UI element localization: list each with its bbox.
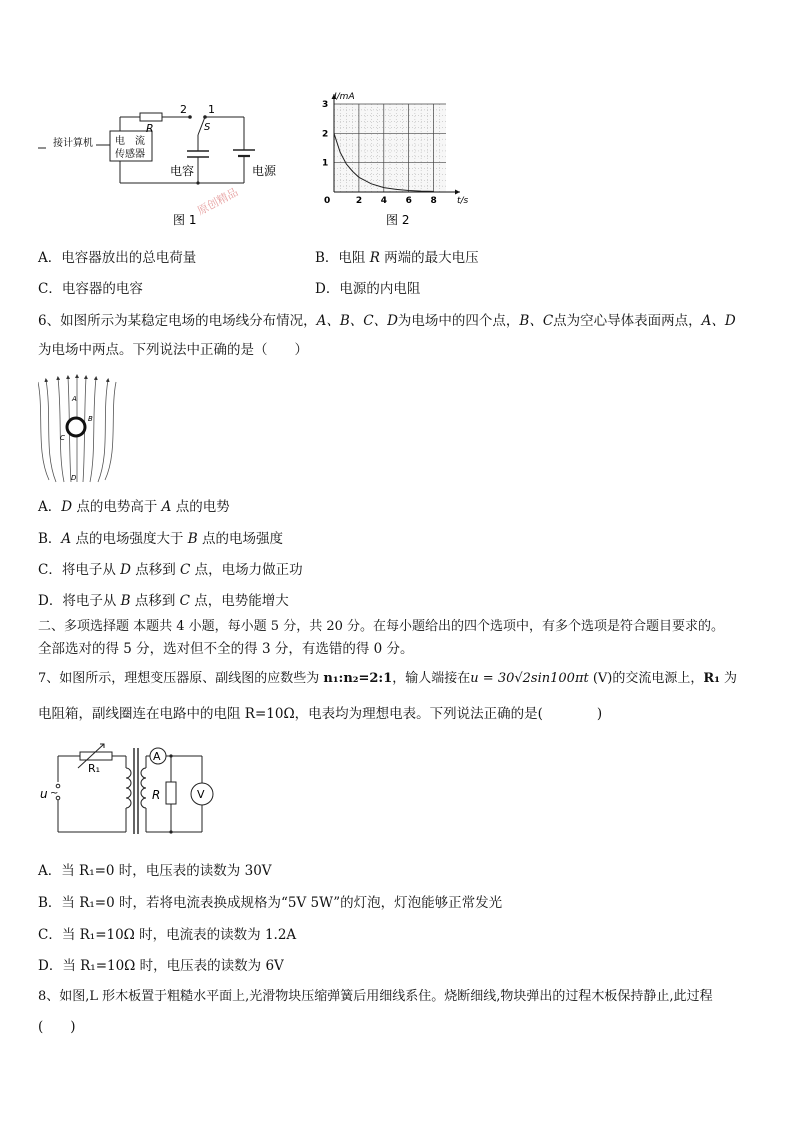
q6-stem-1a: 6、如图所示为某稳定电场的电场线分布情况， [38,313,317,329]
q6-stem-1d: B、C [519,313,554,329]
q6-d-3: C [179,593,190,609]
q7-transformer-figure [38,742,218,836]
x-tick-label: 0 [324,196,331,206]
capacitor-label: 电容 [170,164,195,178]
resistor-r [140,113,162,121]
q6-d-0: D．将电子从 [38,593,121,609]
q6-point-a: A [72,395,77,403]
q6-point-d: D [71,474,77,482]
q6-c-2: 点移到 [130,562,181,578]
q7-stem-line-1 [38,669,737,689]
q7-stem-1c: (V)的交流电源上， [588,671,704,686]
q6-stem-1e: 点为空心导体表面两点， [553,313,702,329]
q6-c-1: D [120,562,131,578]
q7-stem-1a: 7、如图所示，理想变压器原、副线图的应数些为 [38,671,324,686]
source-label: 电源 [252,164,277,178]
q6-option-d [38,591,289,611]
x-tick-label: 6 [405,196,412,206]
hollow-conductor [67,418,85,436]
figure-2-chart [310,88,480,236]
figure-2-caption: 图 2 [386,213,410,227]
q7-ratio: n₁:n₂=2:1 [323,671,393,686]
q6-option-a [38,497,230,517]
q6-c-4: 点，电场力做正功 [190,562,303,578]
q6-d-1: B [120,593,131,609]
y-tick-label: 3 [322,100,329,110]
ac-source-icon: ~ [50,788,59,799]
q7-stem-line-2: 电阻箱，副线圈连在电路中的电阻 R=10Ω，电表均为理想电表。下列说法正确的是( ) [38,706,603,722]
q6-d-2: 点移到 [130,593,180,609]
figure-1-caption: 图 1 [173,213,197,227]
q6-stem-1c: 为电场中的四个点， [397,313,520,329]
q7-label-r: R [152,788,161,802]
q6-stem-1b: A、B、C、D [316,313,398,329]
q7-r1: R₁ [703,671,720,686]
q7-stem-1b: ，输人端接在 [392,671,471,686]
contact-1-label: 1 [208,103,215,116]
x-axis-arrow-icon [455,190,460,195]
q6-b-3: B [187,531,198,547]
watermark: 原创精品 [195,185,241,218]
q6-b-1: A [61,531,72,547]
q6-c-3: C [180,562,191,578]
q7-label-v: V [197,788,205,801]
chart-plot-area [334,104,446,192]
q6-a-0: A． [38,499,62,515]
contact-2-label: 2 [180,103,187,116]
q6-stem-line-1 [38,311,736,331]
q6-b-4: 点的电场强度 [197,531,283,547]
x-tick-label: 8 [430,196,437,206]
section-2-intro-line-2: 全部选对的得 5 分，选对但不全的得 3 分，有选错的得 0 分。 [38,641,414,657]
q5-option-d: D．电源的内电阻 [315,281,421,297]
q5-option-a: A．电容器放出的总电荷量 [38,250,197,266]
q7-option-c: C．当 R₁=10Ω 时，电流表的读数为 1.2A [38,927,297,943]
q6-b-2: 点的电场强度大于 [71,531,188,547]
q6-field-figure [38,372,118,484]
q6-a-4: 点的电势 [171,499,230,515]
q6-stem-line-2: 为电场中两点。下列说法中正确的是（ ） [38,342,308,358]
y-tick-label: 2 [322,129,329,140]
q8-stem-line-1: 8、如图,L 形木板置于粗糙水平面上,光滑物块压缩弹簧后用细线系住。烧断细线,物块弹出的过程木板保持静止,此过程 [38,989,713,1004]
chart-grid [334,104,446,192]
q6-b-0: B． [38,531,62,547]
computer-label: 接计算机 [53,138,93,149]
q6-point-b: B [88,415,93,423]
q7-option-d: D．当 R₁=10Ω 时，电压表的读数为 6V [38,958,284,974]
q6-option-b [38,529,283,549]
q6-c-0: C．将电子从 [38,562,121,578]
q6-option-c [38,560,303,580]
x-tick-label: 2 [355,196,363,206]
q5-option-b-post: 两端的最大电压 [379,250,479,266]
q6-a-3: A [161,499,172,515]
chart-y-axis-label: I/mA [334,92,355,102]
q7-label-u: u [40,787,48,801]
figure-1-circuit [30,95,300,235]
q7-label-r1: R₁ [88,762,101,775]
y-tick-label: 1 [322,158,329,169]
q7-option-a: A．当 R₁=0 时，电压表的读数为 30V [38,863,272,879]
switch-label: S [204,122,211,133]
chart-x-axis-label: t/s [457,196,469,206]
q6-a-1: D [61,499,73,515]
sensor-label-1: 电 流 [115,136,145,147]
q5-option-b [315,248,479,268]
q6-d-4: 点，电势能增大 [189,593,289,609]
x-tick-label: 4 [380,196,388,206]
q6-a-2: 点的电势高于 [72,499,162,515]
q5-option-b-var: R [369,250,380,266]
q6-point-c: C [60,434,65,442]
q7-option-b: B．当 R₁=0 时，若将电流表换成规格为“5V 5W”的灯泡，灯泡能够正常发光 [38,895,503,911]
resistor-label: R [146,122,154,135]
sensor-label-2: 传感器 [115,149,145,160]
q7-stem-1d: 为 [719,671,738,686]
q6-stem-1f: A、D [701,313,736,329]
q8-stem-line-2: ( ) [38,1019,76,1035]
q7-formula: u = 30√2sin100πt [470,671,589,686]
q7-label-a: A [153,750,161,763]
section-2-intro-line-1: 二、多项选择题 本题共 4 小题，每小题 5 分，共 20 分。在每小题给出的四个选项中，有多个选项是符合题目要求的。 [38,619,725,634]
q5-option-c: C．电容器的电容 [38,281,143,297]
q5-option-b-pre: B．电阻 [315,250,370,266]
